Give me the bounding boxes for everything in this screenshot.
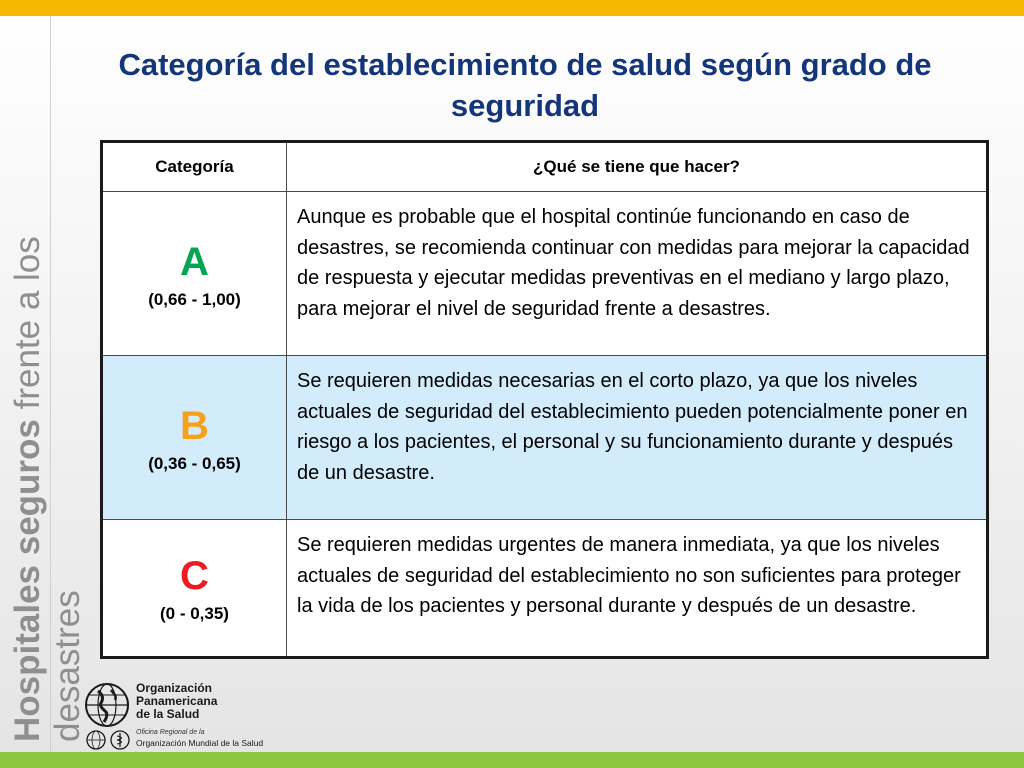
action-description: Se requieren medidas urgentes de manera inmediata, ya que los niveles actuales de seguridad del establecimiento no son suficientes para proteger la vida de los pacientes y personal durante y después de un desastre.: [287, 520, 988, 658]
sidebar-vertical-title: [8, 182, 88, 742]
category-range: (0,36 - 0,65): [148, 453, 241, 473]
paho-logo: [84, 680, 284, 750]
action-description: Se requieren medidas necesarias en el corto plazo, ya que los niveles actuales de seguridad del establecimiento pueden potencialmente poner en riesgo a los pacientes, el personal y su funcionamiento durante y después de un desastre.: [287, 356, 988, 520]
org-name-line: de la Salud: [136, 707, 200, 721]
category-cell: [102, 520, 287, 658]
who-emblem-icon: [110, 730, 130, 750]
slide-title: Categoría del establecimiento de salud según grado de seguridad: [118, 47, 932, 123]
paho-emblem-icon: [86, 730, 106, 750]
action-description: Aunque es probable que el hospital continúe funcionando en caso de desastres, se recomienda continuar con medidas para mejorar la capacidad de respuesta y ejecutar medidas preventivas en el mediano y largo plazo, para mejorar el nivel de seguridad frente a desastres.: [287, 192, 988, 356]
table-row: [102, 356, 988, 520]
org-parent-name: Organización Mundial de la Salud: [136, 738, 264, 748]
category-range: (0 - 0,35): [160, 604, 229, 623]
table-header-row: [102, 142, 988, 192]
org-subtitle: Oficina Regional de la: [136, 729, 205, 736]
category-letter: C: [180, 554, 209, 598]
category-cell: [102, 192, 287, 356]
org-name-line: Panamericana: [136, 694, 218, 708]
bottom-accent-bar: [0, 752, 1024, 768]
top-accent-bar: [0, 0, 1024, 16]
paho-globe-icon: [84, 682, 130, 728]
table-row: [102, 520, 988, 658]
category-letter: A: [180, 239, 209, 284]
org-name: [136, 682, 217, 721]
sidebar-title-bold: Hospitales seguros: [8, 419, 47, 742]
category-letter: B: [180, 403, 209, 448]
table-row: [102, 192, 988, 356]
category-range: (0,66 - 1,00): [148, 289, 241, 309]
category-table: [100, 140, 989, 659]
sidebar-title-normal: frente a los desastres: [8, 236, 87, 742]
header-actions: ¿Qué se tiene que hacer?: [287, 142, 988, 192]
org-name-line: Organización: [136, 681, 213, 695]
header-category: Categoría: [102, 142, 287, 192]
category-cell: [102, 356, 287, 520]
